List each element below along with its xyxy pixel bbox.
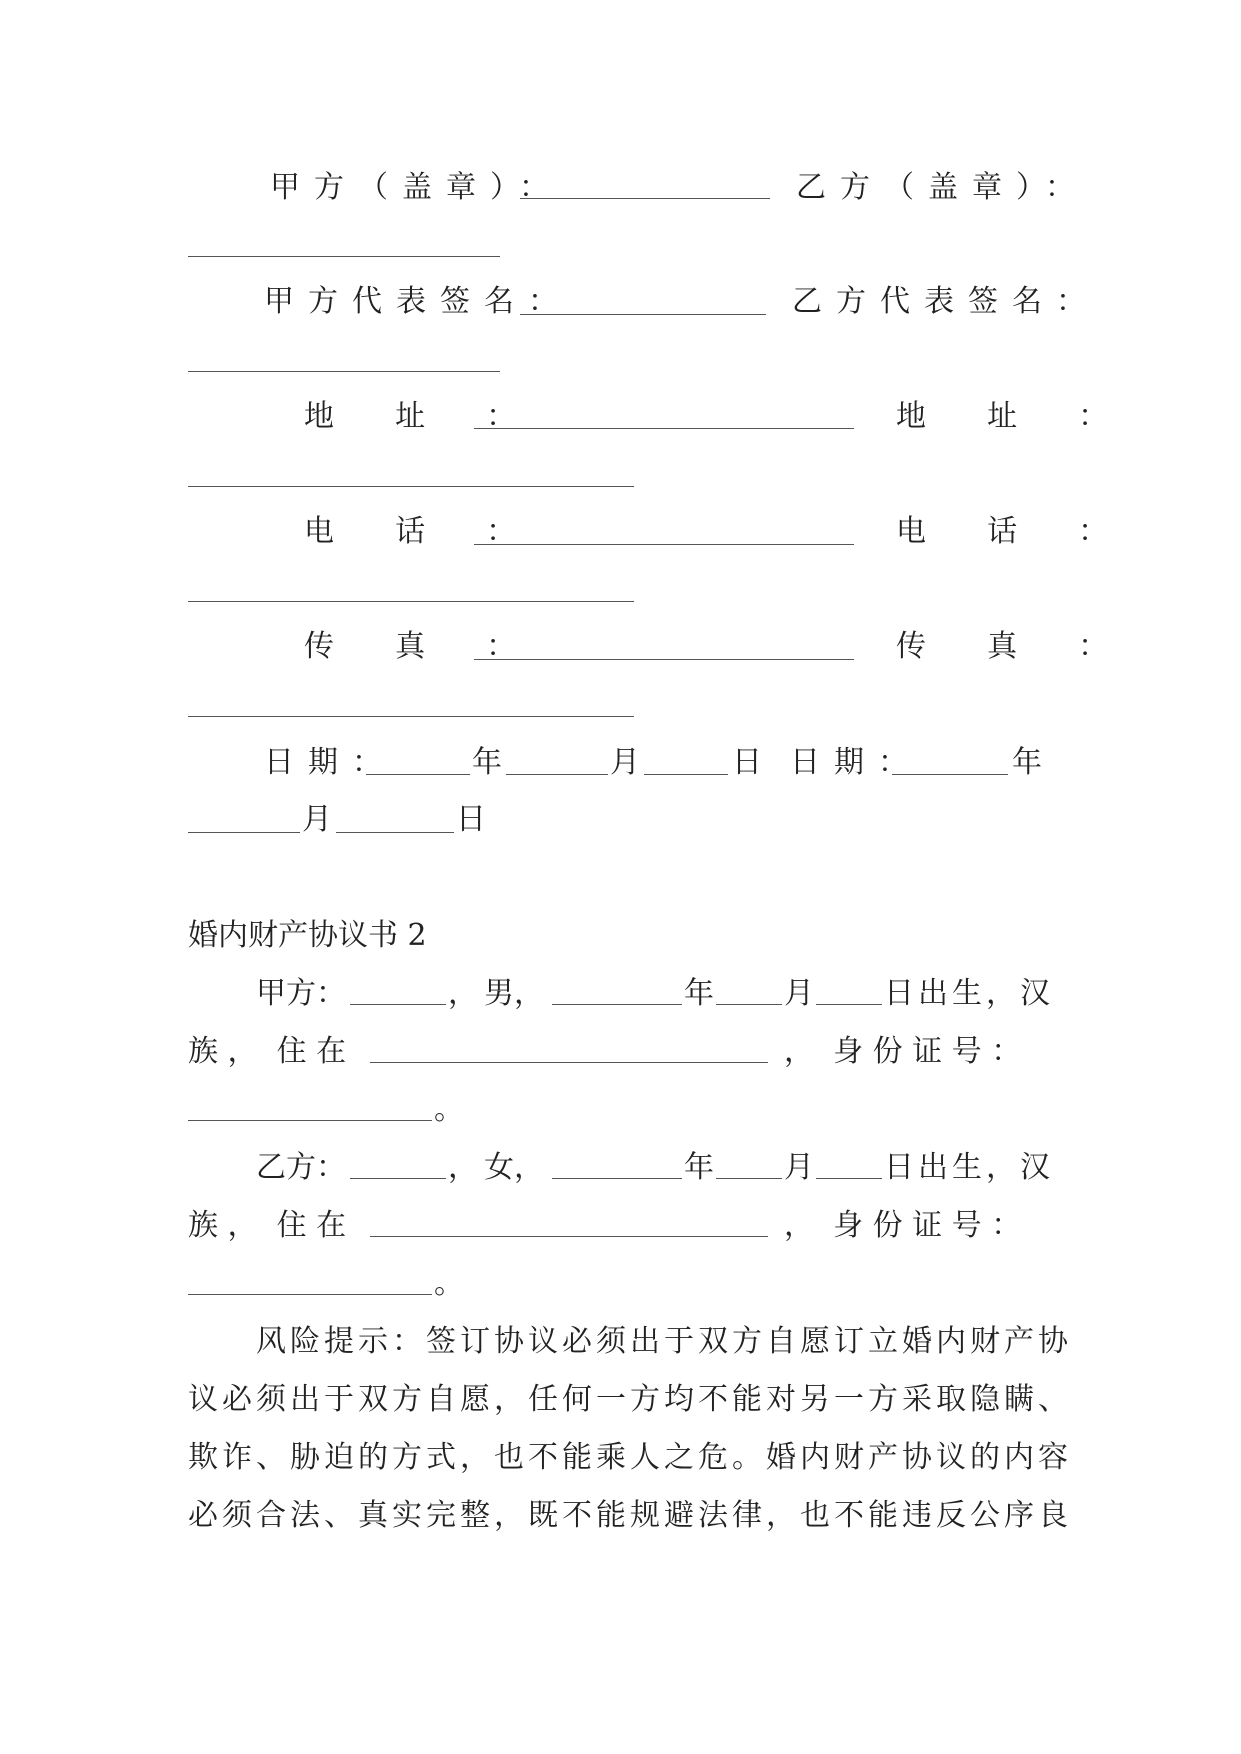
party-a-date-month-unit: 月 <box>610 745 640 780</box>
party-b-period: 。 <box>434 1266 464 1301</box>
party-b-comma: ， <box>448 1150 478 1185</box>
party-b-residence-field[interactable] <box>370 1236 768 1237</box>
party-b-fax-label: 传 真 ： <box>896 629 1123 664</box>
party-b-rep-label: 乙方代表签名： <box>792 284 1100 319</box>
party-a-date-month-field[interactable] <box>506 774 608 775</box>
party-b-rep-field[interactable] <box>188 371 500 372</box>
party-b-date-label: 日期： <box>790 745 922 780</box>
party-b-phone-label: 电 话 ： <box>896 514 1123 549</box>
party-a-birth-month-field[interactable] <box>716 1004 782 1005</box>
party-b-seal-label: 乙方（盖章）： <box>796 170 1089 205</box>
party-b-date-year-field[interactable] <box>892 774 1008 775</box>
party-a-address-label: 地 址 ： <box>304 399 531 434</box>
risk-line-3: 欺诈、胁迫的方式，也不能乘人之危。婚内财产协议的内容 <box>188 1440 1072 1475</box>
party-b-seal-field[interactable] <box>188 256 500 257</box>
party-a-address-field[interactable] <box>474 428 854 429</box>
party-a-phone-label: 电 话 ： <box>304 514 531 549</box>
party-b-born: 日出生，汉 <box>884 1150 1054 1185</box>
party-a-period: 。 <box>434 1092 464 1127</box>
party-b-address-label: 地 址 ： <box>896 399 1123 434</box>
party-a-residence-field[interactable] <box>370 1062 768 1063</box>
risk-line-2: 议必须出于双方自愿，任何一方均不能对另一方采取隐瞒、 <box>188 1382 1072 1417</box>
party-a-label: 甲方： <box>256 976 346 1011</box>
party-a-phone-field[interactable] <box>474 544 854 545</box>
party-b-name-field[interactable] <box>350 1178 446 1179</box>
party-b-residence-label: 族 ， 住 在 <box>188 1208 347 1243</box>
party-b-birth-day-field[interactable] <box>816 1178 882 1179</box>
party-b-phone-field[interactable] <box>188 601 634 602</box>
party-b-birth-year-field[interactable] <box>552 1178 682 1179</box>
party-a-born: 日出生，汉 <box>884 976 1054 1011</box>
party-b-date-month-field[interactable] <box>188 832 300 833</box>
risk-line-4: 必须合法、真实完整，既不能规避法律，也不能违反公序良 <box>188 1498 1072 1533</box>
party-a-date-label: 日期： <box>264 745 396 780</box>
party-b-date-year-unit: 年 <box>1012 745 1042 780</box>
party-b-id-label: ， 身 份 证 号 ： <box>784 1208 1022 1243</box>
party-a-year-unit: 年 <box>684 976 714 1011</box>
party-a-residence-label: 族 ， 住 在 <box>188 1034 347 1069</box>
party-a-gender: 男， <box>484 976 544 1011</box>
party-b-address-field[interactable] <box>188 486 634 487</box>
party-a-comma: ， <box>448 976 478 1011</box>
party-a-month-unit: 月 <box>784 976 814 1011</box>
party-a-fax-field[interactable] <box>474 659 854 660</box>
party-a-rep-label: 甲方代表签名： <box>264 284 572 319</box>
party-b-label: 乙方： <box>256 1150 346 1185</box>
party-a-name-field[interactable] <box>350 1004 446 1005</box>
party-a-seal-label: 甲方（盖章）： <box>270 170 563 205</box>
party-a-birth-day-field[interactable] <box>816 1004 882 1005</box>
party-b-birth-month-field[interactable] <box>716 1178 782 1179</box>
risk-line-1: 风险提示：签订协议必须出于双方自愿订立婚内财产协 <box>256 1324 1072 1359</box>
party-a-date-year-unit: 年 <box>472 745 502 780</box>
party-a-seal-field[interactable] <box>520 198 770 199</box>
party-a-fax-label: 传 真 ： <box>304 629 531 664</box>
agreement-title: 婚内财产协议书 2 <box>188 918 427 953</box>
party-b-id-field[interactable] <box>188 1294 432 1295</box>
party-b-date-month-unit: 月 <box>302 802 332 837</box>
party-b-month-unit: 月 <box>784 1150 814 1185</box>
party-a-date-day-field[interactable] <box>644 774 728 775</box>
party-b-date-day-field[interactable] <box>336 832 454 833</box>
party-b-year-unit: 年 <box>684 1150 714 1185</box>
party-a-id-field[interactable] <box>188 1120 432 1121</box>
party-a-date-year-field[interactable] <box>366 774 470 775</box>
party-a-rep-field[interactable] <box>520 314 766 315</box>
party-a-birth-year-field[interactable] <box>552 1004 682 1005</box>
party-a-id-label: ， 身 份 证 号 ： <box>784 1034 1022 1069</box>
party-b-date-day-unit: 日 <box>456 802 486 837</box>
party-b-fax-field[interactable] <box>188 716 634 717</box>
party-a-date-day-unit: 日 <box>732 745 762 780</box>
party-b-gender: 女， <box>484 1150 544 1185</box>
